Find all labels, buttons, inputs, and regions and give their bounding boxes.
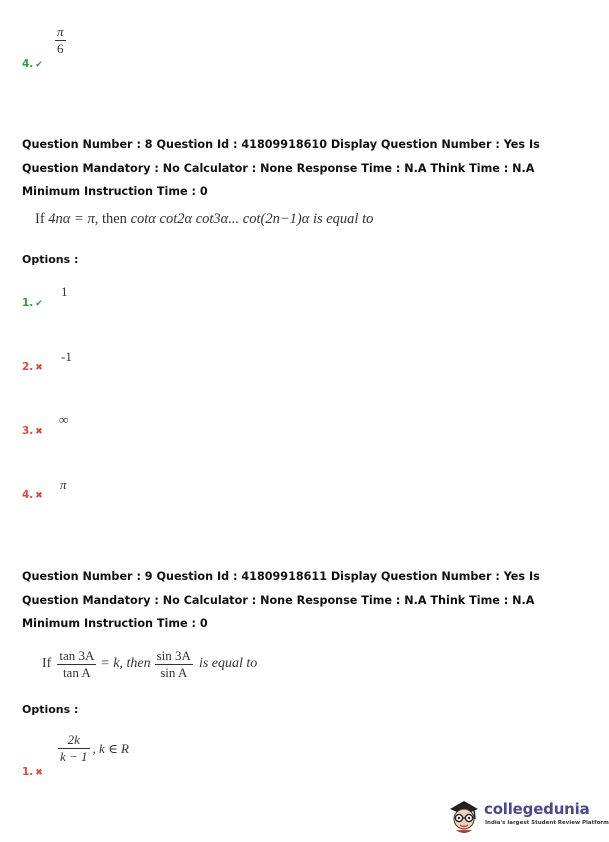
q8-option-3-number: 3. ✖ [22,425,43,437]
check-icon: ✔ [35,299,43,309]
question-8-options-label: Options : [22,253,79,266]
question-8-header: Question Number : 8 Question Id : 41809918610 Display Question Number : Yes Is Question Mandatory : No Calculator : None Response Time : N.A Think Time : N.A Minimum Instruction Time : 0 [22,138,540,198]
question-9-header: Question Number : 9 Question Id : 41809918611 Display Question Number : Yes Is Question Mandatory : No Calculator : None Response Time : N.A Think Time : N.A Minimum Instruction Time : 0 [22,570,540,630]
option-value: $\frac{\pi}{6}$ [57,24,64,56]
collegedunia-logo [446,795,609,837]
q8-option-1-value: 1 [61,284,68,299]
option-number: 4. ✔ [22,58,43,70]
q9-option-1-value: $\frac{2k}{k - 1}$ , k ∈ R [60,732,129,764]
cross-icon: ✖ [35,363,43,373]
q8-option-2-value: -1 [61,349,72,364]
check-icon: ✔ [35,60,43,70]
logo-tagline: India's largest Student Review Platform [485,820,609,826]
question-9-options-label: Options : [22,703,79,716]
q9-option-1-number: 1. ✖ [22,766,43,778]
logo-name: collegedunia [484,800,590,818]
question-8-stem: If 4nα = π, then cotα cot2α cot3α... cot(2n−1)α is equal to [35,211,374,227]
q8-option-3-value: ∞ [59,412,69,427]
student-mascot-icon [446,795,482,835]
q8-option-2-number: 2. ✖ [22,361,43,373]
cross-icon: ✖ [35,768,43,778]
top-option-4 [22,25,142,75]
question-9-stem: If $\frac{\tan 3A}{\text{tan A}}$ = k, then $\frac{\sin 3A}{\text{sin A}}$ is equal to [42,647,258,680]
q8-option-4-number: 4. ✖ [22,489,43,501]
cross-icon: ✖ [35,491,43,501]
q8-option-4-value: π [60,477,67,492]
cross-icon: ✖ [35,427,43,437]
q8-option-1-number: 1. ✔ [22,297,43,309]
